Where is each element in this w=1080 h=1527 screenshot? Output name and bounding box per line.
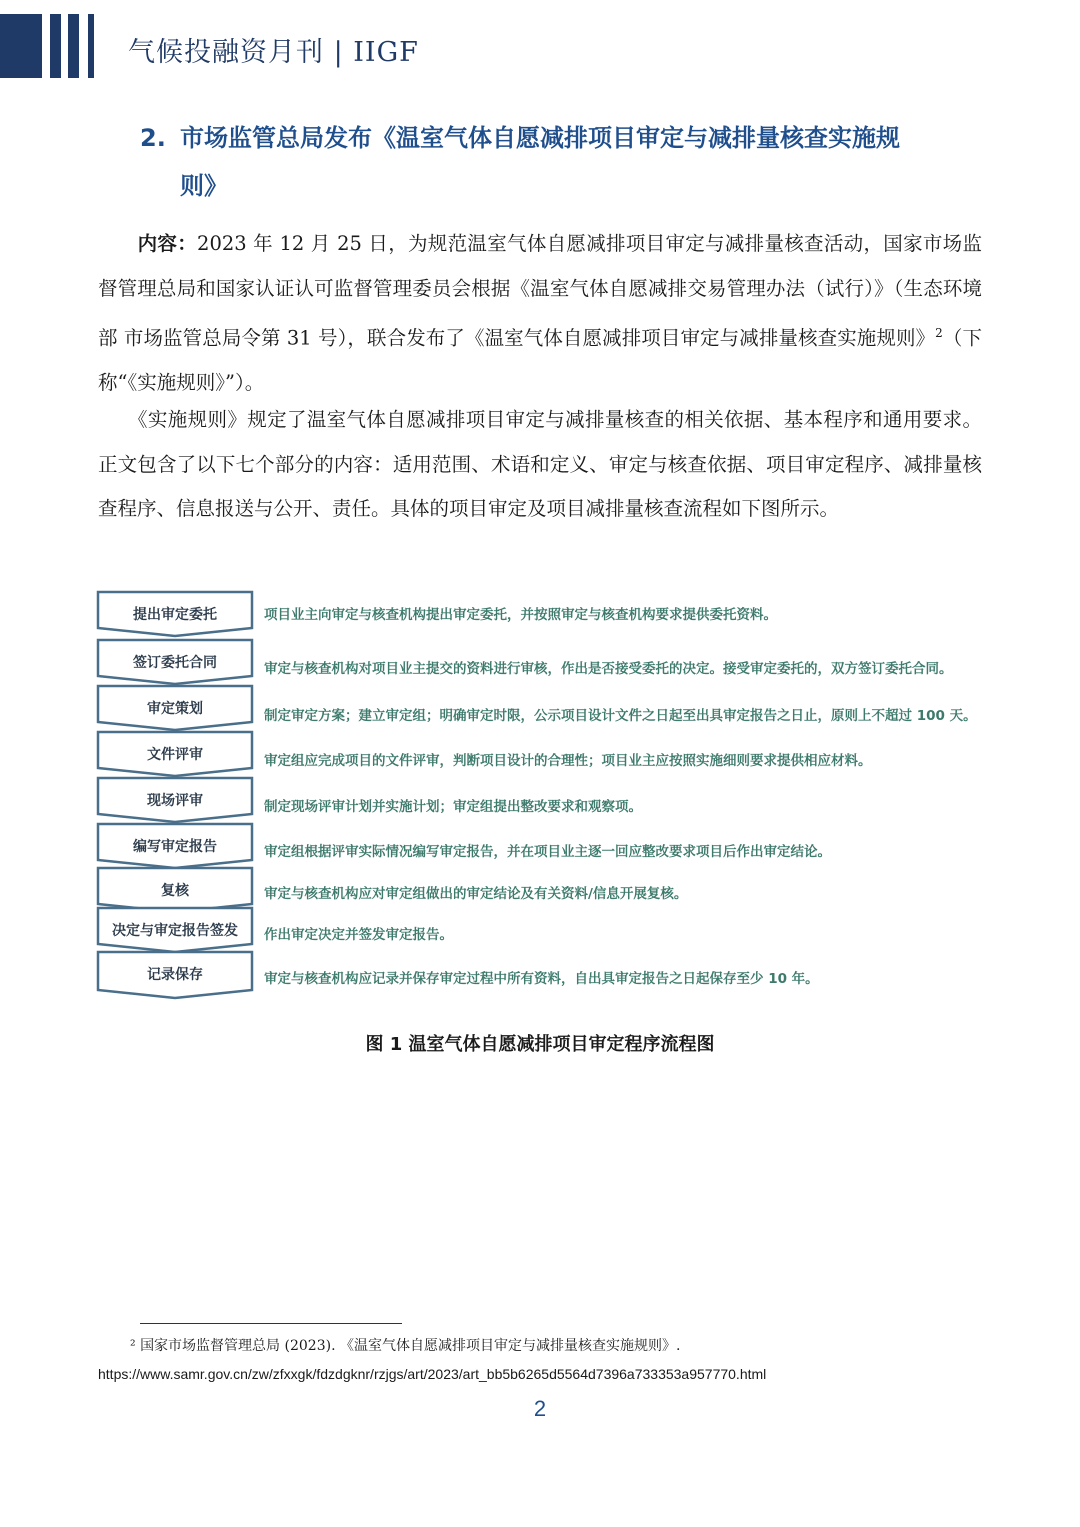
flow-step bbox=[96, 776, 254, 820]
flowchart bbox=[96, 590, 1016, 1010]
paragraph-lead: 内容： bbox=[137, 232, 198, 255]
flow-step-description: 制定现场评审计划并实施计划；审定组提出整改要求和观察项。 bbox=[264, 799, 642, 815]
flow-step bbox=[96, 822, 254, 866]
paragraph-content bbox=[98, 222, 982, 406]
header-bar bbox=[88, 14, 94, 78]
flow-step bbox=[96, 866, 254, 910]
header-title: 气候投融资月刊 | IIGF bbox=[128, 37, 419, 68]
flow-step-description: 审定组根据评审实际情况编写审定报告，并在项目业主逐一回应整改要求项目后作出审定结论。 bbox=[264, 844, 831, 860]
paragraph-text: 2023 年 12 月 25 日，为规范温室气体自愿减排项目审定与减排量核查活动，国家市场监督管理总局和国家认证认可监督管理委员会根据《温室气体自愿减排交易管理办法（试行）》（生态环境部 市场监管总局令第 31 号），联合发布了《温室气体自愿减排项目审定与减排量核查实施规则》 bbox=[98, 232, 982, 350]
header-bar bbox=[0, 14, 42, 78]
flow-step-label: 文件评审 bbox=[147, 747, 203, 763]
footnote-url[interactable]: https://www.samr.gov.cn/zw/zfxxgk/fdzdgknr/rzjgs/art/2023/art_bb5b6265d5564d7396a733353a957770.html bbox=[98, 1366, 767, 1382]
section-title bbox=[140, 114, 970, 210]
paragraph-rules-text: 《实施规则》规定了温室气体自愿减排项目审定与减排量核查的相关依据、基本程序和通用要求。正文包含了以下七个部分的内容：适用范围、术语和定义、审定与核查依据、项目审定程序、减排量核查程序、信息报送与公开、责任。具体的项目审定及项目减排量核查流程如下图所示。 bbox=[98, 408, 982, 520]
flow-step-label: 审定策划 bbox=[147, 701, 203, 717]
flow-step-label: 复核 bbox=[161, 883, 189, 899]
flow-step-description: 审定组应完成项目的文件评审，判断项目设计的合理性；项目业主应按照实施细则要求提供相应材料。 bbox=[264, 753, 872, 769]
paragraph-rules bbox=[98, 398, 982, 532]
footnote-mark[interactable]: 2 bbox=[935, 326, 943, 340]
page-number: 2 bbox=[533, 1396, 547, 1421]
flow-step bbox=[96, 950, 254, 994]
section-number: 2. bbox=[140, 124, 166, 152]
flow-step-description: 审定与核查机构对项目业主提交的资料进行审核，作出是否接受委托的决定。接受审定委托的，双方签订委托合同。 bbox=[264, 661, 953, 677]
paragraph-tail: （下称“《实施规则》”）。 bbox=[98, 326, 982, 394]
flow-step-label: 提出审定委托 bbox=[133, 607, 217, 623]
flow-step bbox=[96, 906, 254, 950]
figure-caption: 图 1 温室气体自愿减排项目审定程序流程图 bbox=[365, 1034, 715, 1055]
header-bar bbox=[68, 14, 79, 78]
flow-step-description: 审定与核查机构应记录并保存审定过程中所有资料，自出具审定报告之日起保存至少 10 年。 bbox=[264, 971, 819, 987]
flow-step-description: 作出审定决定并签发审定报告。 bbox=[264, 927, 453, 943]
flow-step-label: 签订委托合同 bbox=[133, 655, 217, 671]
header-bar bbox=[50, 14, 61, 78]
flow-step-label: 记录保存 bbox=[147, 967, 203, 983]
flow-step-label: 编写审定报告 bbox=[133, 839, 217, 855]
flow-step-description: 制定审定方案；建立审定组；明确审定时限，公示项目设计文件之日起至出具审定报告之日止，原则上不超过 100 天。 bbox=[264, 708, 977, 724]
flow-step bbox=[96, 684, 254, 728]
flow-step-label: 决定与审定报告签发 bbox=[112, 923, 238, 939]
flow-step bbox=[96, 590, 254, 634]
section-title-line1: 市场监管总局发布《温室气体自愿减排项目审定与减排量核查实施规 bbox=[180, 124, 900, 152]
header-logo-bars bbox=[0, 14, 100, 78]
flow-step-label: 现场评审 bbox=[147, 793, 203, 809]
footnote-divider bbox=[140, 1323, 402, 1324]
flow-step-description: 审定与核查机构应对审定组做出的审定结论及有关资料/信息开展复核。 bbox=[264, 886, 688, 902]
section-title-line2: 则》 bbox=[180, 172, 228, 200]
flow-step bbox=[96, 730, 254, 774]
flow-step bbox=[96, 638, 254, 682]
flow-step-description: 项目业主向审定与核查机构提出审定委托，并按照审定与核查机构要求提供委托资料。 bbox=[264, 607, 777, 623]
footnote-line1: ² 国家市场监督管理总局 (2023). 《温室气体自愿减排项目审定与减排量核查实施规则》. bbox=[130, 1338, 681, 1354]
